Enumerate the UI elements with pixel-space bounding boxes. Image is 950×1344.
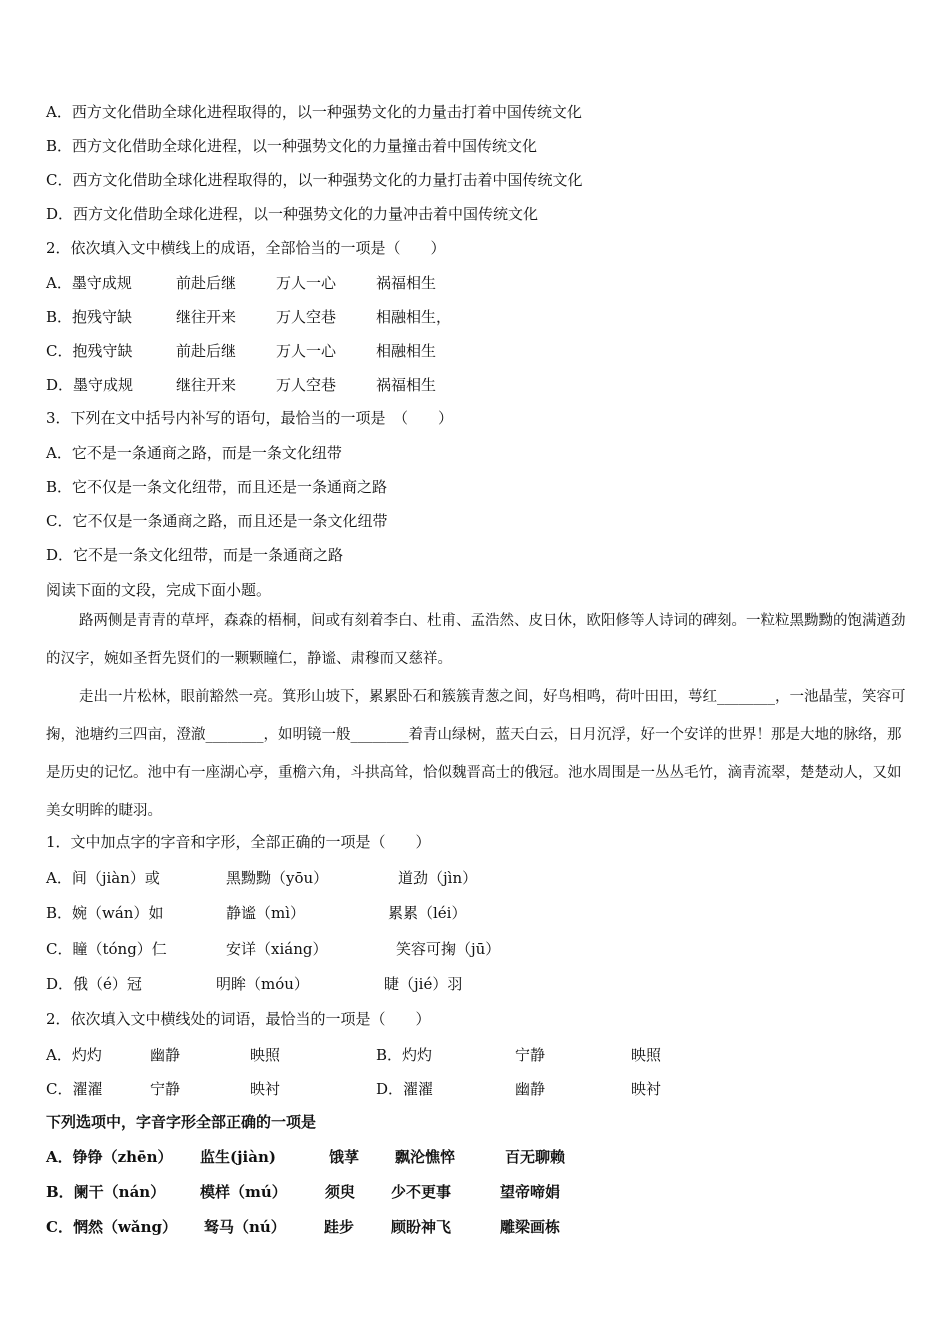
q1b-row-c-c2: 安详（xiáng）	[226, 940, 328, 958]
q2a-row-d-c4: 祸福相生	[376, 376, 437, 394]
q-last-row-c-c4: 顾盼神飞	[391, 1218, 452, 1236]
q2a-row-a-c3: 万人一心	[276, 274, 337, 292]
reading-passage	[46, 602, 908, 830]
q-last-row-a-c1: A．铮铮（zhēn）	[46, 1148, 173, 1166]
reading-instruction: 阅读下面的文段，完成下面小题。	[46, 581, 272, 599]
q2a-row-c-c3: 万人一心	[276, 342, 337, 360]
q-last-row-a-c5: 百无聊赖	[505, 1148, 566, 1166]
q2b-row1-c3: 映照	[250, 1046, 281, 1064]
q2b-row2-c1: C．濯濯	[46, 1080, 103, 1098]
q2a-row-c-c1: C．抱残守缺	[46, 342, 133, 360]
q-last-row-b-c5: 望帝啼娟	[500, 1183, 561, 1201]
q2a-row-a-c4: 祸福相生	[376, 274, 437, 292]
q2a-row-c-c4: 相融相生	[376, 342, 437, 360]
q1b-row-a-c3: 道劲（jìn）	[398, 869, 478, 887]
q-last-row-a-c3: 饿莩	[329, 1148, 360, 1166]
q2b-row2-c4: D．濯濯	[376, 1080, 434, 1098]
q1b-row-b-c1: B．婉（wán）如	[46, 904, 164, 922]
q1b-stem: 1．文中加点字的字音和字形，全部正确的一项是（ ）	[46, 833, 431, 851]
q3-option-a: A．它不是一条通商之路，而是一条文化纽带	[46, 444, 342, 462]
q1b-row-c-c1: C．瞳（tóng）仁	[46, 940, 167, 958]
q2b-row2-c5: 幽静	[515, 1080, 546, 1098]
q3-option-d: D．它不是一条文化纽带，而是一条通商之路	[46, 546, 344, 564]
q2b-row1-c5: 宁静	[515, 1046, 546, 1064]
q2a-row-d-c3: 万人空巷	[276, 376, 337, 394]
q-prev-option-c: C．西方文化借助全球化进程取得的，以一种强势文化的力量打击着中国传统文化	[46, 171, 583, 189]
q-last-row-c-c1: C．惘然（wǎng）	[46, 1218, 177, 1236]
q2a-stem: 2．依次填入文中横线上的成语，全部恰当的一项是（ ）	[46, 239, 446, 257]
q2b-row1-c6: 映照	[631, 1046, 662, 1064]
passage-paragraph-2: 走出一片松林，眼前豁然一亮。箕形山坡下，累累卧石和簇簇青葱之间，好鸟相鸣，荷叶田田，萼红________，一池晶莹，笑容可掬，池塘约三四亩，澄澈________，如明镜一般________着青山绿树，蓝天白云，日月沉浮，好一个安详的世界！那是大地的脉络，那是历史的记忆。池中有一座湖心亭，重檐六角，斗拱高耸，恰似魏晋高士的俄冠。池水周围是一丛丛毛竹，滴青流翠，楚楚动人，又如美女明眸的睫羽。	[46, 689, 906, 819]
q2a-row-a-c2: 前赴后继	[176, 274, 237, 292]
q1b-row-a-c1: A．间（jiàn）或	[46, 869, 160, 887]
q1b-row-d-c3: 睫（jié）羽	[384, 975, 463, 993]
q-last-row-c-c3: 跬步	[324, 1218, 355, 1236]
q-last-row-b-c1: B．阑干（nán）	[46, 1183, 166, 1201]
q-last-row-c-c5: 雕梁画栋	[500, 1218, 561, 1236]
q-last-row-a-c2: 监生(jiàn)	[200, 1148, 276, 1166]
q-prev-option-d: D．西方文化借助全球化进程，以一种强势文化的力量冲击着中国传统文化	[46, 205, 539, 223]
q1b-row-b-c2: 静谧（mì）	[226, 904, 306, 922]
q2b-row1-c1: A．灼灼	[46, 1046, 102, 1064]
q3-option-c: C．它不仅是一条通商之路，而且还是一条文化纽带	[46, 512, 388, 530]
passage-paragraph-1: 路两侧是青青的草坪，森森的梧桐，间或有刻着李白、杜甫、孟浩然、皮日休，欧阳修等人诗词的碑刻。一粒粒黑黝黝的饱满遒劲的汉字，婉如圣哲先贤们的一颗颗瞳仁，静谧、肃穆而又慈祥。	[46, 613, 906, 667]
q2b-row2-c6: 映衬	[631, 1080, 662, 1098]
q-last-row-a-c4: 飘沦憔悴	[395, 1148, 456, 1166]
q-last-stem: 下列选项中，字音字形全部正确的一项是	[46, 1113, 317, 1131]
q2a-row-b-c4: 相融相生，	[376, 308, 452, 326]
q1b-row-c-c3: 笑容可掬（jū）	[396, 940, 501, 958]
q1b-row-d-c1: D．俄（é）冠	[46, 975, 142, 993]
q2a-row-d-c1: D．墨守成规	[46, 376, 134, 394]
q1b-row-b-c3: 累累（léi）	[388, 904, 467, 922]
q-prev-option-b: B．西方文化借助全球化进程，以一种强势文化的力量撞击着中国传统文化	[46, 137, 538, 155]
q2a-row-d-c2: 继往开来	[176, 376, 237, 394]
q2b-row2-c2: 宁静	[150, 1080, 181, 1098]
q2a-row-b-c1: B．抱残守缺	[46, 308, 133, 326]
q-last-row-b-c2: 模样（mú）	[200, 1183, 287, 1201]
q2a-row-a-c1: A．墨守成规	[46, 274, 132, 292]
q-last-row-c-c2: 驽马（nú）	[204, 1218, 286, 1236]
q-last-row-b-c4: 少不更事	[391, 1183, 452, 1201]
q2b-row1-c4: B．灼灼	[376, 1046, 433, 1064]
q-prev-option-a: A．西方文化借助全球化进程取得的，以一种强势文化的力量击打着中国传统文化	[46, 103, 582, 121]
q2a-row-b-c2: 继往开来	[176, 308, 237, 326]
q2b-stem: 2．依次填入文中横线处的词语，最恰当的一项是（ ）	[46, 1010, 431, 1028]
q-last-row-b-c3: 须臾	[325, 1183, 356, 1201]
q2a-row-b-c3: 万人空巷	[276, 308, 337, 326]
q1b-row-d-c2: 明眸（móu）	[216, 975, 309, 993]
q1b-row-a-c2: 黑黝黝（yōu）	[226, 869, 329, 887]
q3-stem: 3．下列在文中括号内补写的语句，最恰当的一项是 （ ）	[46, 409, 454, 427]
q2a-row-c-c2: 前赴后继	[176, 342, 237, 360]
q3-option-b: B．它不仅是一条文化纽带，而且还是一条通商之路	[46, 478, 388, 496]
q2b-row2-c3: 映衬	[250, 1080, 281, 1098]
q2b-row1-c2: 幽静	[150, 1046, 181, 1064]
